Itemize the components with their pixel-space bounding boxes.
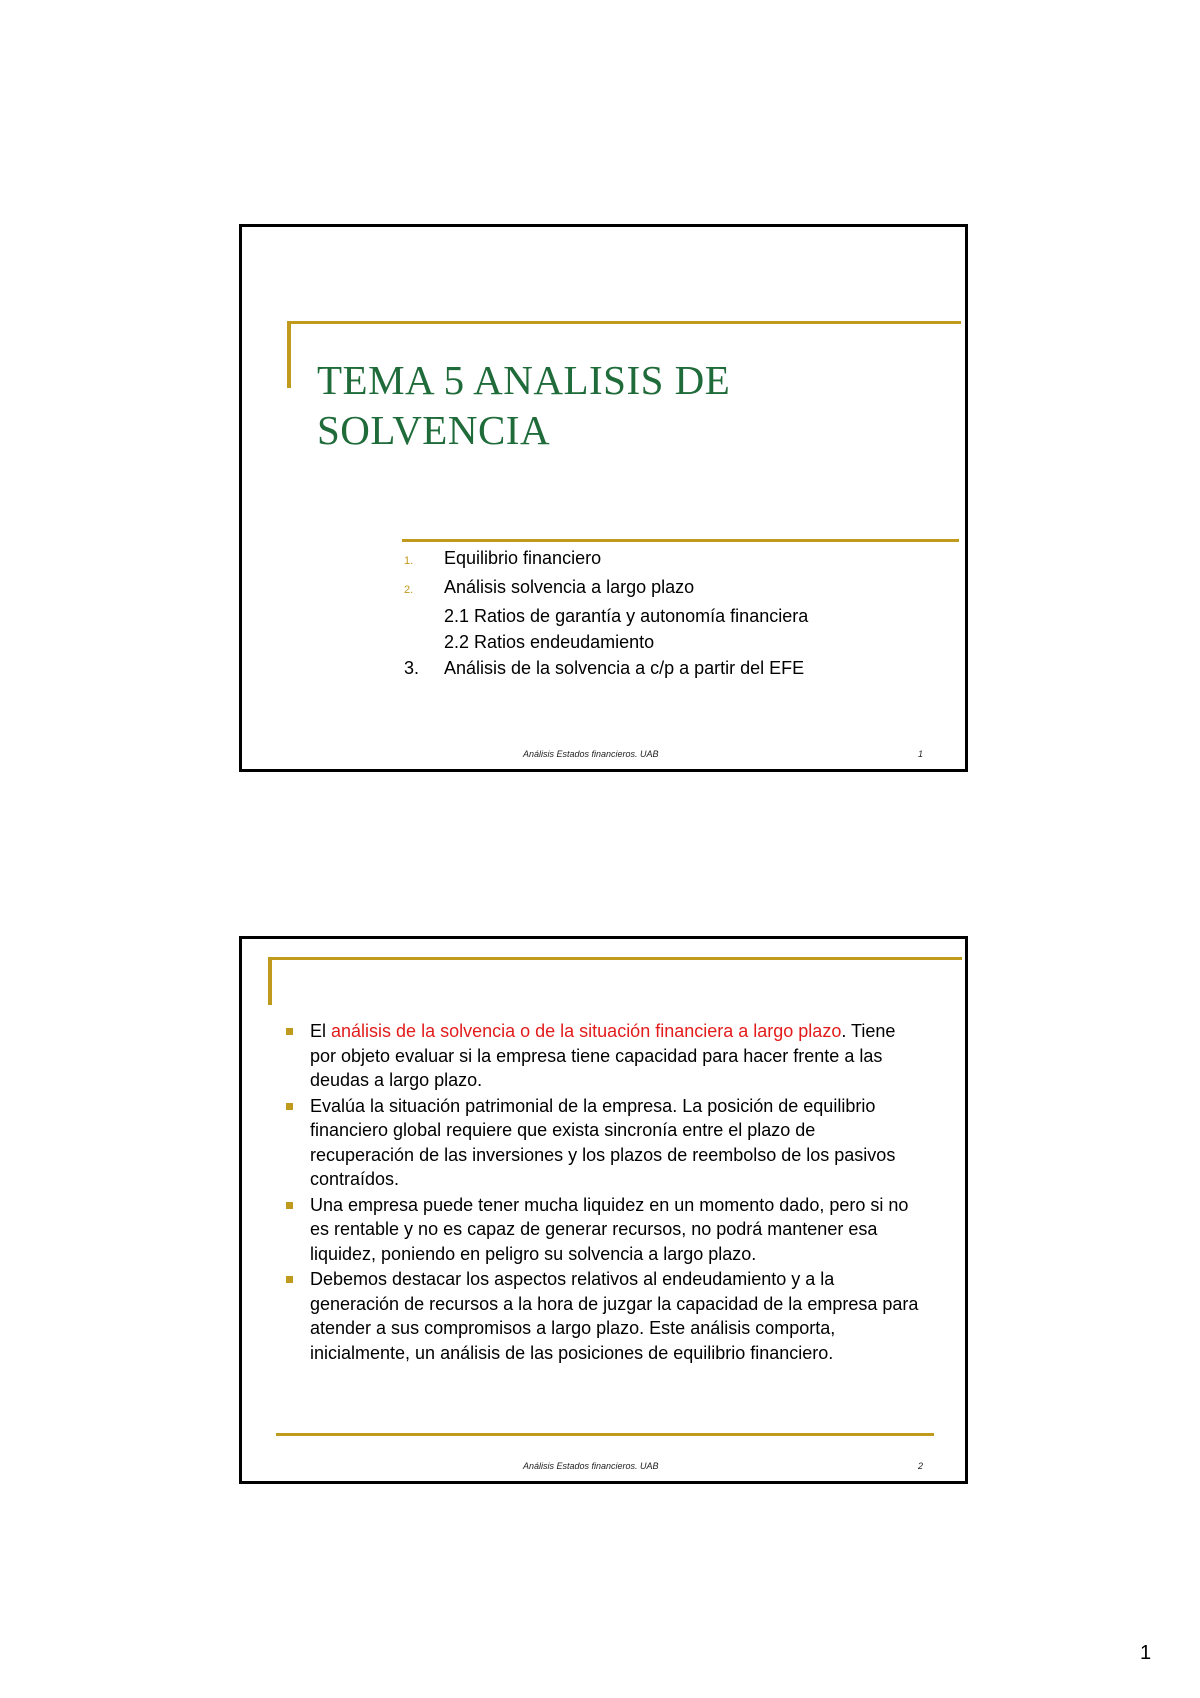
toc-subitem <box>404 603 808 629</box>
bullet-item <box>282 1019 922 1093</box>
title-bar-left-line <box>268 957 272 1005</box>
bullet-text: Una empresa puede tener mucha liquidez en un momento dado, pero si no es rentable y no es capaz de generar recursos, no podrá mantener esa liquidez, poniendo en peligro su solvencia a largo plazo. <box>310 1194 909 1264</box>
bullet-text: . Tiene por objeto evaluar si la empresa tiene capacidad para hacer frente a las deudas a largo plazo. <box>310 1021 896 1090</box>
title-bar-left-line <box>287 321 291 388</box>
toc-text: Análisis solvencia a largo plazo <box>444 577 695 597</box>
toc-text: 2.1 Ratios de garantía y autonomía financiera <box>444 606 809 626</box>
toc-text: 2.2 Ratios endeudamiento <box>444 632 655 652</box>
toc-text: Equilibrio financiero <box>444 548 602 568</box>
bullet-square-icon <box>286 1103 293 1110</box>
bullet-prefix: El <box>310 1021 332 1041</box>
toc-number: 3. <box>404 658 420 678</box>
bullet-item <box>282 1267 922 1365</box>
slide-1 <box>239 224 968 772</box>
toc-subitem <box>404 629 808 655</box>
bullet-square-icon <box>286 1276 293 1283</box>
slide-footer: Análisis Estados financieros. UAB <box>523 749 659 759</box>
bullet-square-icon <box>286 1028 293 1035</box>
toc-text: Análisis de la solvencia a c/p a partir del EFE <box>444 658 805 678</box>
slide-title: TEMA 5 ANALISIS DE SOLVENCIA <box>317 357 731 453</box>
title-bar-top-line <box>268 957 962 960</box>
bullet-highlight: análisis de la solvencia o de la situación financiera a largo plazo <box>331 1021 842 1041</box>
toc-number: 1. <box>404 555 414 567</box>
bullet-item <box>282 1094 922 1192</box>
slide-2 <box>239 936 968 1484</box>
toc-number: 2. <box>404 584 414 596</box>
toc-divider <box>402 539 959 542</box>
bullet-list <box>282 1019 922 1366</box>
bullet-text: Debemos destacar los aspectos relativos al endeudamiento y a la generación de recursos a la hora de juzgar la capacidad de la empresa para atender a sus compromisos a largo plazo. Este análisis comporta, inicialmente, un análisis de las posiciones de equilibrio financiero. <box>310 1269 919 1363</box>
title-bar-top-line <box>287 321 961 324</box>
bullet-text: Evalúa la situación patrimonial de la empresa. La posición de equilibrio financiero global requiere que exista sincronía entre el plazo de recuperación de las inversiones y los plazos de reembolso de los pasivos contraídos. <box>310 1095 896 1189</box>
slide-page-number: 1 <box>917 749 923 759</box>
table-of-contents <box>404 545 808 681</box>
toc-item <box>404 655 808 681</box>
slide-footer: Análisis Estados financieros. UAB <box>523 1461 659 1471</box>
slide-page-number: 2 <box>917 1461 923 1471</box>
document-page-number: 1 <box>1140 1642 1152 1664</box>
toc-item <box>404 545 808 574</box>
toc-item <box>404 574 808 603</box>
bottom-divider <box>276 1433 934 1436</box>
bullet-square-icon <box>286 1202 293 1209</box>
bullet-item <box>282 1193 922 1267</box>
